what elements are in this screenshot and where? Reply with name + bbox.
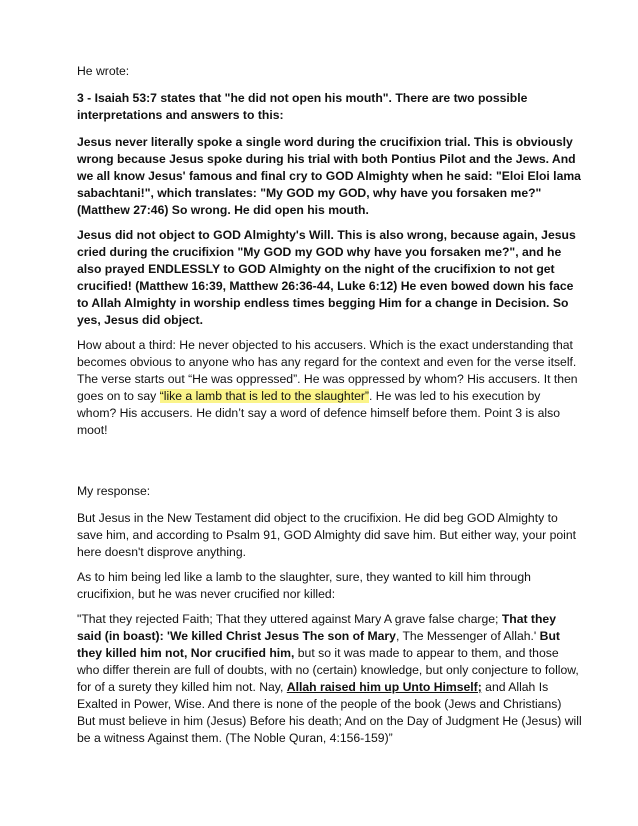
paragraph-did-object: Jesus did not object to GOD Almighty's Will. This is also wrong, because again, Jesus cried during the crucifixion "My GOD my GOD why have you forsaken me?", and he also prayed ENDLESSLY to GOD Almighty on the night of the crucifixion to not get crucified! (Matthew 16:39, Matthew 26:36-44, Luke 6:12) He even bowed down his face to Allah Almighty in worship endless times begging Him for a change in Decision. So yes, Jesus did object. [77,228,576,327]
point3-heading: 3 - Isaiah 53:7 states that "he did not open his mouth". There are two possible interpretations and answers to this: [77,91,528,122]
quran-bold-1: That they said (in boast): 'We killed Christ Jesus The son of Mary [77,612,556,643]
quran-text-1: "That they rejected Faith; That they uttered against Mary A grave false charge; [77,612,502,626]
intro-text: He wrote: [77,64,130,78]
third-text-before: How about a third: He never objected to his accusers. Which is the exact understanding that becomes obvious to anyone who has any regard for the context and even for the verse itself. The verse starts out “He was oppressed”. He was oppressed by whom? His accusers. It then goes on to say [77,338,578,403]
paragraph-spoke-during-trial: Jesus never literally spoke a single word during the crucifixion trial. This is obviously wrong because Jesus spoke during his trial with both Pontius Pilot and the Jews. And we all know Jesus' famous and final cry to GOD Almighty when he said: "Eloi Eloi lama sabachtani!", which translates: "My GOD my GOD, why have you forsaken me?" (Matthew 27:46) So wrong. He did open his mouth. [77,135,581,217]
quran-quote [77,611,582,747]
paragraph-third-interpretation [77,337,582,439]
third-text-after: . He was led to his execution by whom? His accusers. He didn’t say a word of defence himself before them. Point 3 is also moot! [77,389,560,437]
quran-bold-2: But they killed him not, Nor crucified him, [77,629,560,660]
response-paragraph-2: As to him being led like a lamb to the slaughter, sure, they wanted to kill him through crucifixion, but he was never crucified nor killed: [77,570,531,601]
response-label: My response: [77,484,151,498]
quran-bold-underlined: Allah raised him up Unto Himself; [286,680,482,694]
quran-text-4: and Allah Is Exalted in Power, Wise. And there is none of the people of the book (Jews and Christians) But must believe in him (Jesus) Before his death; And on the Day of Judgment He (Jesus) will be a witness Against them. (The Noble Quran, 4:156-159)” [77,680,582,745]
quran-text-3: but so it was made to appear to them, and those who differ therein are full of doubts, with no (certain) knowledge, but only conjecture to follow, for of a surety they killed him not. Nay, [77,646,579,694]
quran-text-2: , The Messenger of Allah.' [395,629,540,643]
highlighted-quote: “like a lamb that is led to the slaughter” [159,389,369,403]
response-paragraph-1: But Jesus in the New Testament did object to the crucifixion. He did beg GOD Almighty to save him, and according to Psalm 91, GOD Almighty did save him. But either way, your point here doesn't disprove anything. [77,511,577,559]
